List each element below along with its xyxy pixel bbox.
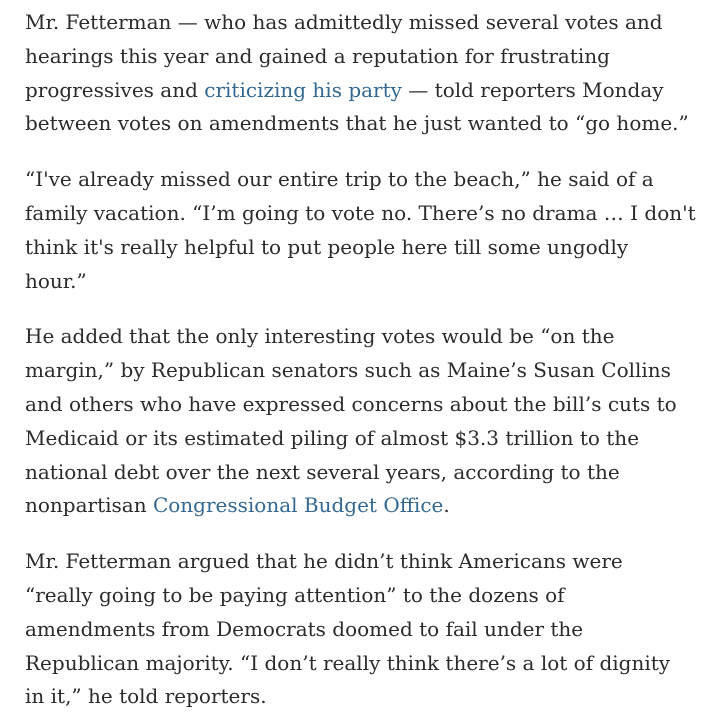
text-line	[25, 354, 689, 388]
text-line	[25, 489, 689, 523]
text-line	[25, 74, 689, 108]
text-line	[25, 231, 689, 265]
text-line	[25, 197, 696, 231]
paragraph-3	[25, 320, 689, 523]
text-segment: Mr. Fetterman — who has admittedly missed several votes and	[25, 10, 663, 34]
text-segment: margin,” by Republican senators such as Maine’s Susan Collins	[25, 358, 671, 383]
text-segment: “I've already missed our entire trip to the beach,” he said of a	[25, 167, 654, 192]
text-segment: He added that the only interesting votes would be “on the	[25, 324, 615, 349]
text-segment: “really going to be paying attention” to the dozens of	[25, 582, 565, 607]
text-line	[25, 388, 689, 422]
text-segment: national debt over the next several years, according to the	[25, 459, 620, 484]
text-line	[25, 422, 689, 456]
text-line	[25, 613, 689, 647]
text-line	[25, 40, 689, 74]
paragraph-4	[25, 545, 689, 714]
text-segment: amendments from Democrats doomed to fail under the	[25, 616, 584, 641]
text-segment: in it,” he told reporters.	[25, 684, 267, 709]
text-segment: and others who have expressed concerns about the bill’s cuts to	[25, 391, 677, 416]
text-segment: family vacation. “I’m going to vote no. There’s no drama … I don't	[25, 200, 696, 225]
text-line	[25, 545, 689, 579]
paragraph-2	[25, 163, 696, 298]
text-line	[25, 163, 689, 197]
text-segment: Medicaid or its estimated piling of almost $3.3 trillion to the	[25, 425, 640, 450]
text-segment: Republican majority. “I don’t really think there’s a lot of dignity	[25, 650, 671, 675]
text-segment: — told reporters Monday	[401, 77, 664, 102]
text-segment: between votes on amendments that he just wanted to “go home.”	[25, 111, 689, 136]
inline-link[interactable]: Congressional Budget Office	[152, 493, 444, 518]
text-line	[25, 579, 689, 613]
text-line	[25, 680, 689, 714]
text-line	[25, 320, 689, 354]
text-segment: .	[443, 493, 450, 518]
text-segment: hearings this year and gained a reputation for frustrating	[25, 43, 610, 68]
text-line	[25, 265, 689, 299]
text-line	[25, 107, 689, 141]
text-segment: Mr. Fetterman argued that he didn’t think Americans were	[25, 549, 623, 574]
text-segment: nonpartisan	[25, 493, 153, 518]
text-line	[25, 6, 689, 40]
text-line	[25, 647, 689, 681]
text-segment: think it's really helpful to put people here till some ungodly	[25, 234, 629, 259]
paragraph-1	[25, 6, 689, 141]
text-segment: hour.”	[25, 268, 87, 293]
text-segment: progressives and	[25, 77, 205, 102]
text-line	[25, 456, 689, 490]
inline-link[interactable]: criticizing his party	[204, 77, 402, 102]
